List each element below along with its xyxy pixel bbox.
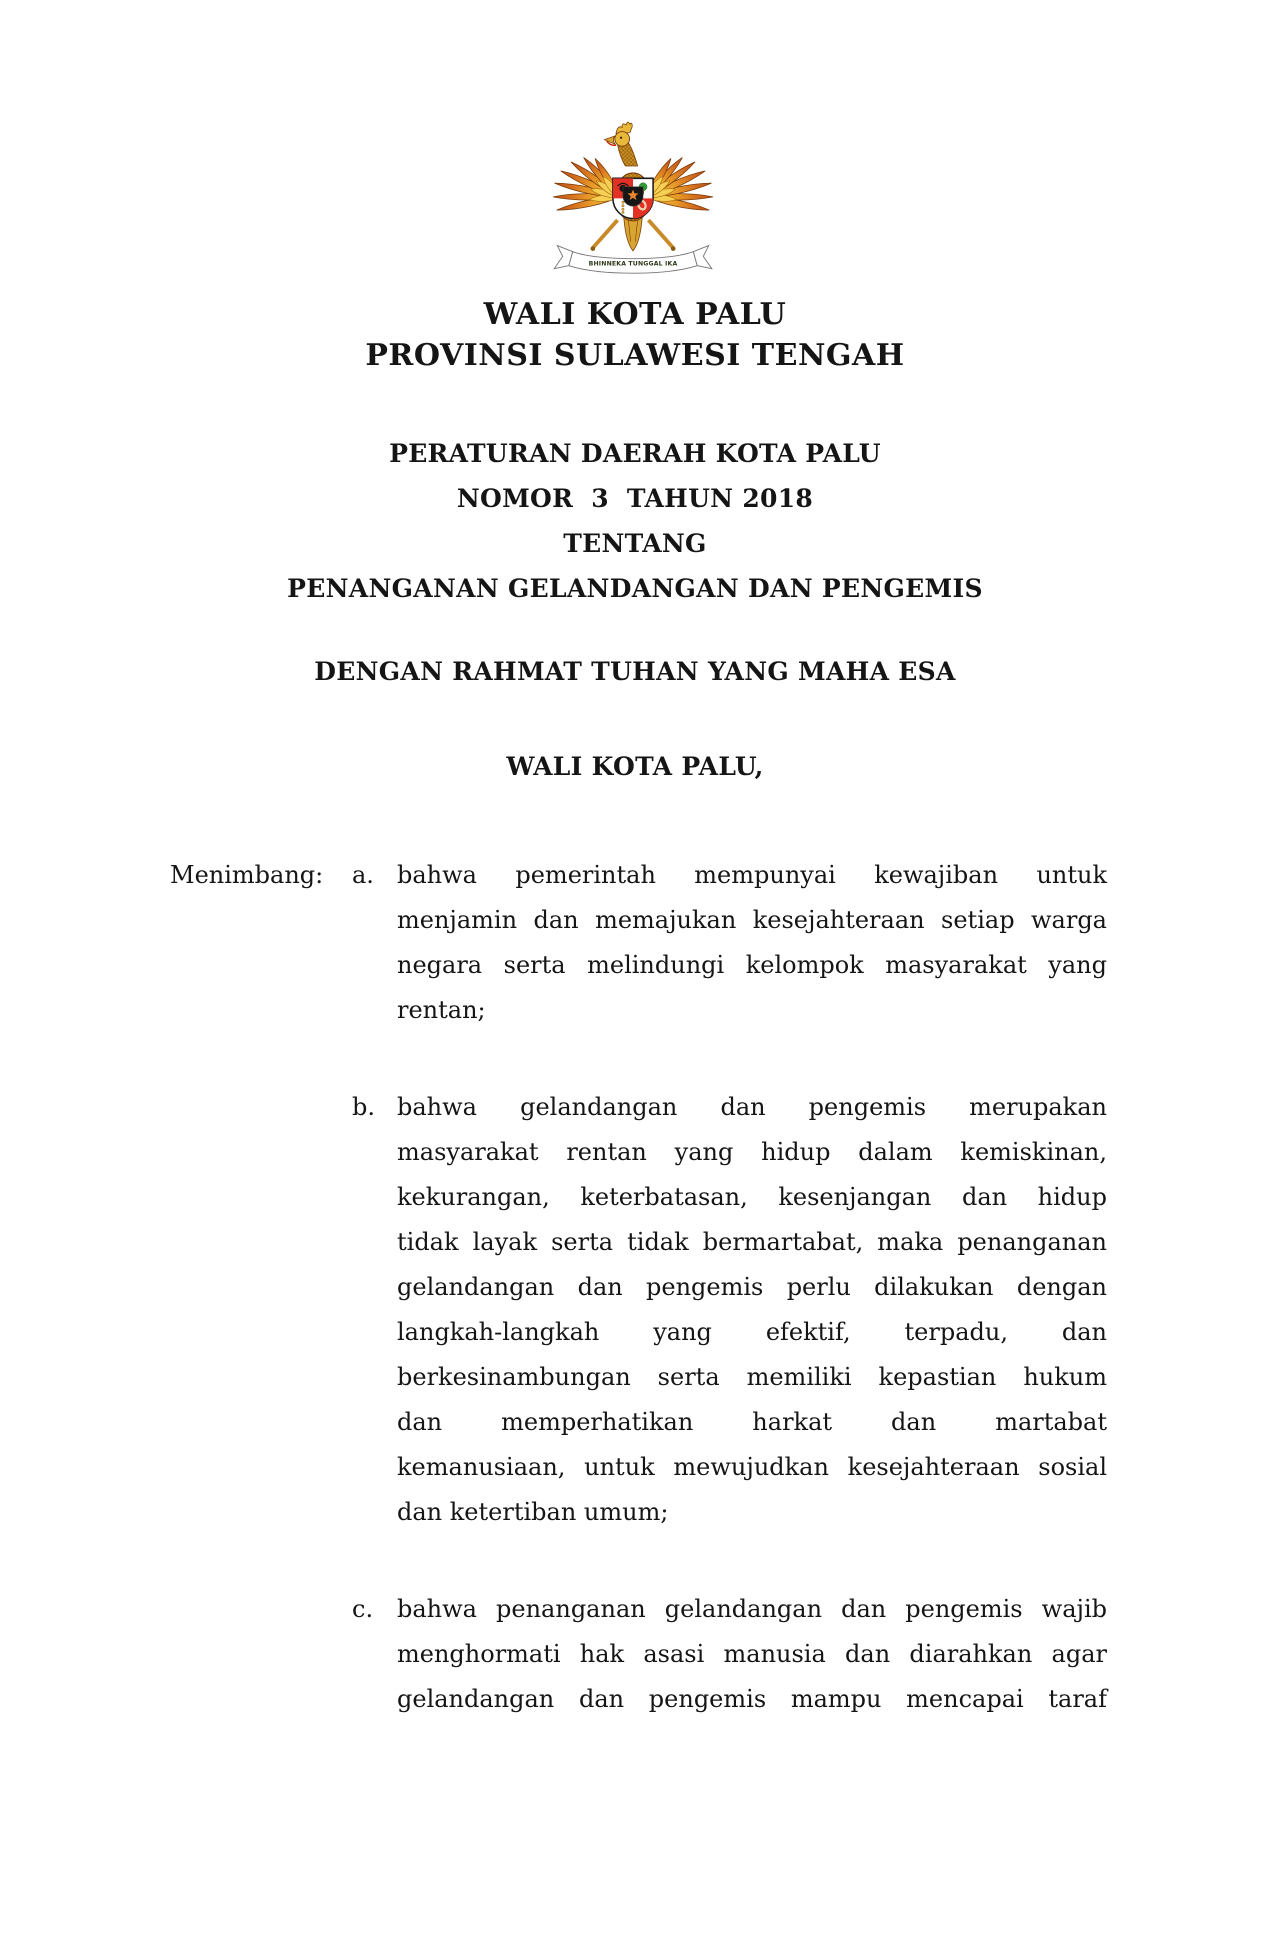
consideration-line: menghormati hak asasi manusia dan diarahkan agar (397, 1640, 1107, 1668)
invocation-line: DENGAN RAHMAT TUHAN YANG MAHA ESA (314, 657, 956, 686)
regulation-heading (165, 431, 1105, 611)
item-marker-b: b. (352, 1093, 375, 1121)
considering-section (170, 853, 1107, 1722)
considering-label: Menimbang: (170, 861, 324, 889)
consideration-line: rentan; (397, 996, 486, 1024)
regulation-about-label: TENTANG (563, 529, 707, 558)
regulation-subject: PENANGANAN GELANDANGAN DAN PENGEMIS (287, 574, 983, 603)
consideration-line: gelandangan dan pengemis perlu dilakukan dengan (397, 1273, 1107, 1301)
item-marker-a: a. (352, 861, 374, 889)
considering-item-a (352, 853, 1107, 1033)
consideration-line: kemanusiaan, untuk mewujudkan kesejahteraan sosial (397, 1453, 1107, 1481)
regulation-number: NOMOR 3 TAHUN 2018 (456, 484, 814, 513)
consideration-line: tidak layak serta tidak bermartabat, maka penanganan (397, 1228, 1107, 1256)
regulation-name: PERATURAN DAERAH KOTA PALU (389, 439, 881, 468)
consideration-line: berkesinambungan serta memiliki kepastian hukum (397, 1363, 1107, 1391)
consideration-line: bahwa penanganan gelandangan dan pengemis wajib (397, 1595, 1107, 1623)
emblem-motto: BHINNEKA TUNGGAL IKA (588, 260, 678, 268)
garuda-pancasila-emblem (548, 104, 718, 282)
consideration-line: dan ketertiban umum; (397, 1498, 669, 1526)
consideration-line: langkah-langkah yang efektif, terpadu, dan (397, 1318, 1107, 1346)
consideration-line: menjamin dan memajukan kesejahteraan setiap warga (397, 906, 1107, 934)
considering-item-b (352, 1085, 1107, 1535)
consideration-line: bahwa pemerintah mempunyai kewajiban untuk (397, 861, 1107, 889)
title-line-province: PROVINSI SULAWESI TENGAH (365, 338, 905, 373)
document-title (165, 294, 1105, 376)
consideration-line: kekurangan, keterbatasan, kesenjangan dan hidup (397, 1183, 1107, 1211)
consideration-line: masyarakat rentan yang hidup dalam kemiskinan, (397, 1138, 1107, 1166)
enacting-official-line: WALI KOTA PALU, (506, 752, 764, 781)
consideration-line: gelandangan dan pengemis mampu mencapai taraf (397, 1685, 1107, 1713)
consideration-line: negara serta melindungi kelompok masyarakat yang (397, 951, 1107, 979)
consideration-line: bahwa gelandangan dan pengemis merupakan (397, 1093, 1107, 1121)
item-marker-c: c. (352, 1595, 374, 1623)
title-line-institution: WALI KOTA PALU (483, 297, 787, 332)
considering-item-c (352, 1587, 1107, 1722)
consideration-line: dan memperhatikan harkat dan martabat (397, 1408, 1107, 1436)
